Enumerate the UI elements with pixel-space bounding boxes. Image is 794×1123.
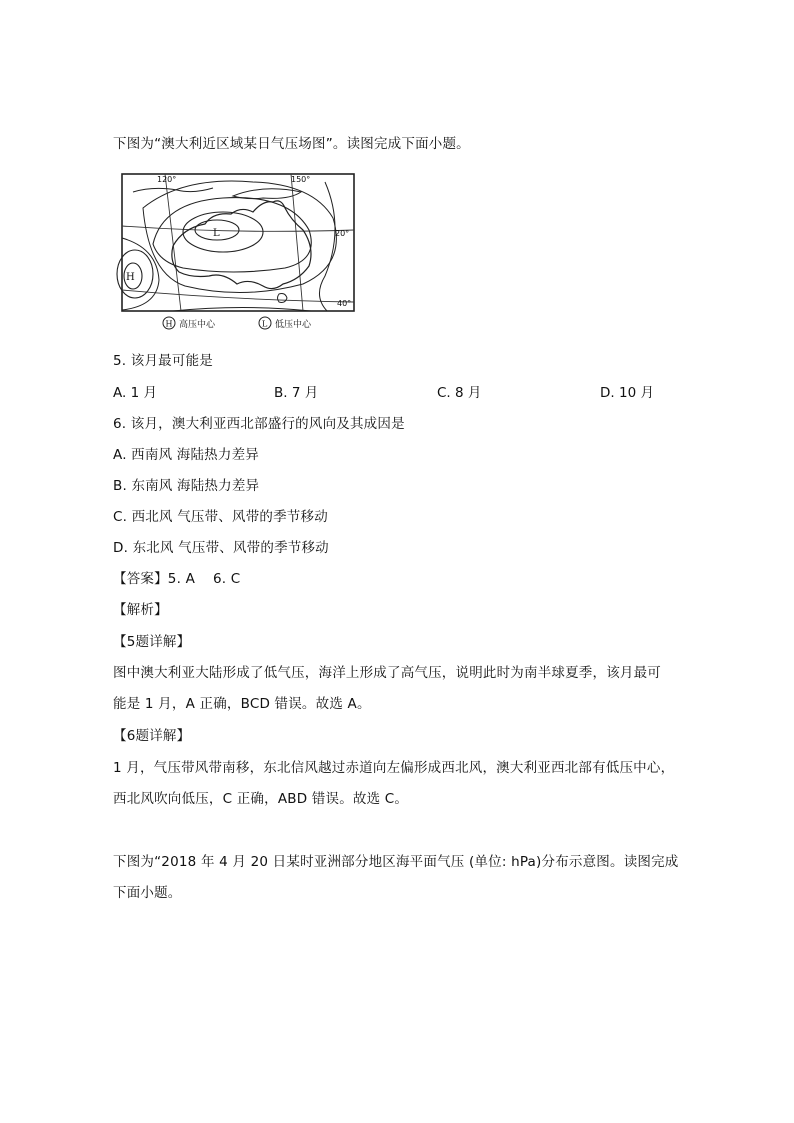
intro-text-2-line-1: 下图为“2018 年 4 月 20 日某时亚洲部分地区海平面气压 (单位: hPa)分布示意图。读图完成 xyxy=(113,854,679,870)
pressure-map xyxy=(113,168,358,333)
legend-high-label: 高压中心 xyxy=(179,320,216,330)
q6-option-a: A. 西南风 海陆热力差异 xyxy=(113,447,259,463)
detail-6-line-2: 西北风吹向低压，C 正确，ABD 错误。故选 C。 xyxy=(113,791,409,807)
q6-option-d: D. 东北风 气压带、风带的季节移动 xyxy=(113,540,329,556)
lat-label-20: 20° xyxy=(335,229,350,238)
detail-6-title: 【6题详解】 xyxy=(113,728,191,744)
answer-line: 【答案】5. A 6. C xyxy=(113,571,241,587)
detail-6-line-1: 1 月，气压带风带南移，东北信风越过赤道向左偏形成西北风，澳大利亚西北部有低压中心， xyxy=(113,760,675,776)
q5-option-d: D. 10 月 xyxy=(600,385,654,401)
analysis-title: 【解析】 xyxy=(113,602,168,618)
intro-text-2-line-2: 下面小题。 xyxy=(113,885,182,901)
question-5-stem: 5. 该月最可能是 xyxy=(113,353,213,369)
legend-low-symbol-text: L xyxy=(262,319,268,329)
q5-option-b: B. 7 月 xyxy=(274,385,319,401)
legend-low-label: 低压中心 xyxy=(275,320,312,330)
detail-5-title: 【5题详解】 xyxy=(113,634,191,650)
question-6-stem: 6. 该月，澳大利亚西北部盛行的风向及其成因是 xyxy=(113,416,405,432)
detail-5-line-1: 图中澳大利亚大陆形成了低气压，海洋上形成了高气压，说明此时为南半球夏季，该月最可 xyxy=(113,665,661,681)
low-center-label: L xyxy=(213,228,220,239)
pressure-map-figure xyxy=(113,168,358,333)
q6-option-c: C. 西北风 气压带、风带的季节移动 xyxy=(113,509,328,525)
lon-label-120: 120° xyxy=(157,175,177,184)
lon-label-150: 150° xyxy=(291,175,311,184)
q5-option-a: A. 1 月 xyxy=(113,385,157,401)
legend-high-symbol-text: H xyxy=(165,319,173,329)
q5-option-c: C. 8 月 xyxy=(437,385,482,401)
q6-option-b: B. 东南风 海陆热力差异 xyxy=(113,478,260,494)
intro-text-1: 下图为“澳大利近区域某日气压场图”。读图完成下面小题。 xyxy=(113,136,470,152)
detail-5-line-2: 能是 1 月，A 正确，BCD 错误。故选 A。 xyxy=(113,696,371,712)
lat-label-40: 40° xyxy=(337,299,352,308)
high-center-label: H xyxy=(126,272,135,283)
